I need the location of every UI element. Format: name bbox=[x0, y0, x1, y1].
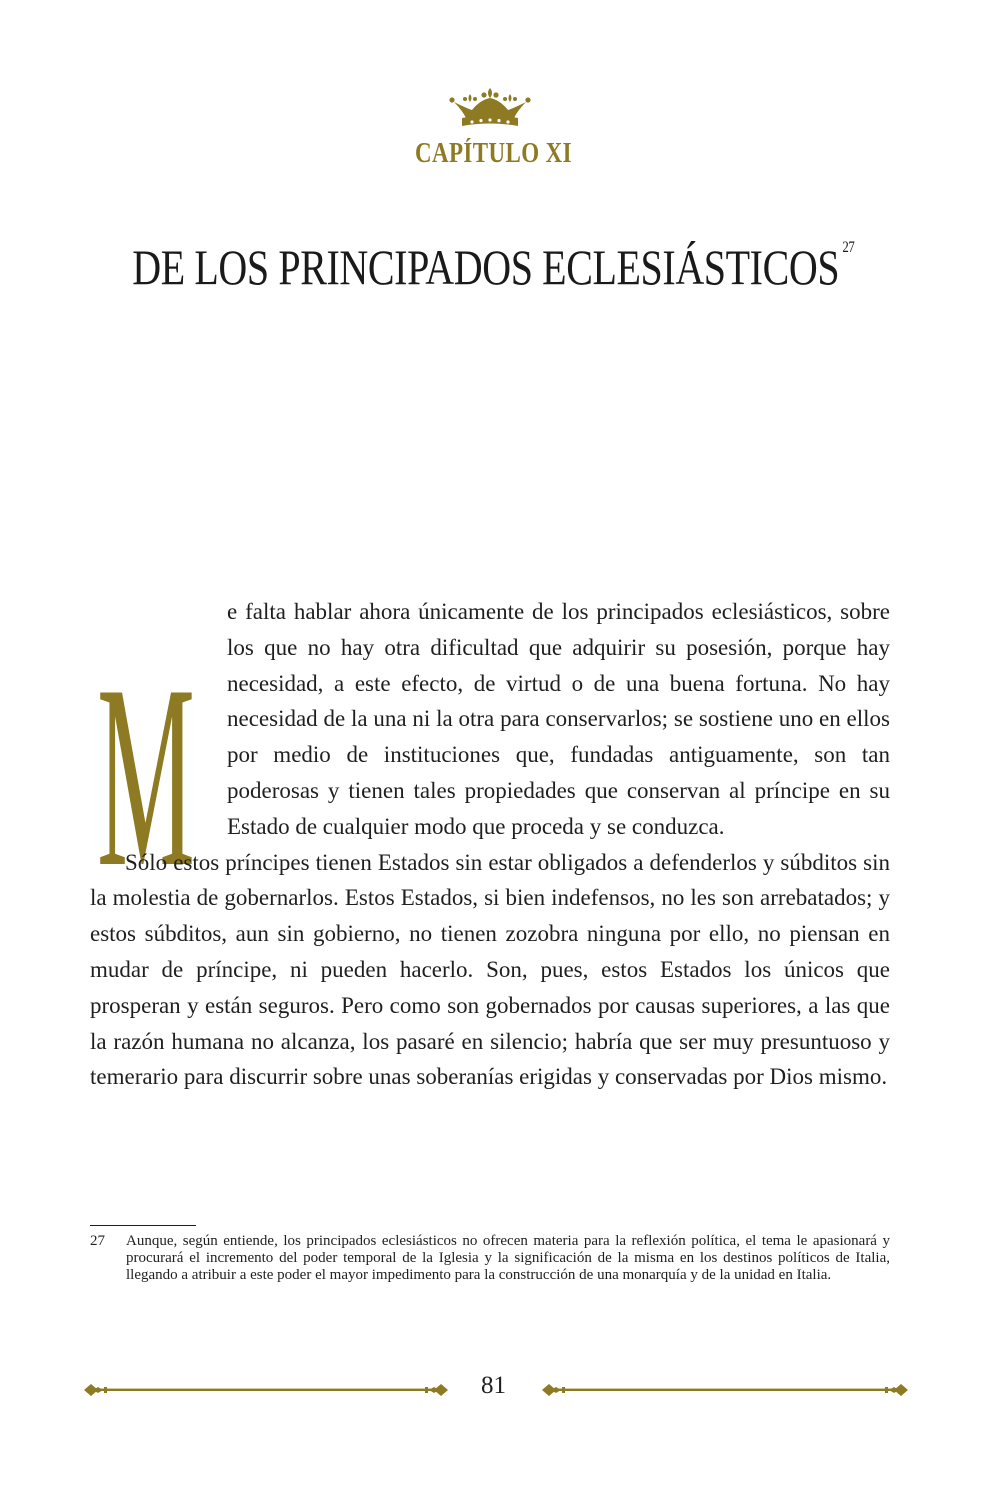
footnote-reference[interactable]: 27 bbox=[842, 239, 855, 257]
chapter-title bbox=[0, 238, 987, 296]
second-paragraph: Sólo estos príncipes tienen Estados sin estar obligados a defenderlos y súbditos sin la molestia de gobernarlos. Estos Estados, si bien indefensos, no les son arrebatados; y estos súbditos, aun sin gobierno, no tienen zozobra ninguna por ello, no piensan en mudar de príncipe, ni pueden hacerlo. Son, pues, estos Estados los únicos que prosperan y están seguros. Pero como son gobernados por causas superiores, a las que la razón humana no alcanza, los pasaré en silencio; habría que ser muy presuntuoso y temerario para discurrir sobre unas soberanías erigidas y conservadas por Dios mismo. bbox=[90, 849, 890, 1090]
chapter-title-text: DE LOS PRINCIPADOS ECLESIÁSTICOS bbox=[132, 239, 840, 295]
footnote bbox=[90, 1233, 890, 1285]
first-paragraph: e falta hablar ahora únicamente de los principados eclesiásticos, sobre los que no hay otra dificultad que adquirir su posesión, porque hay necesidad, a este efecto, de virtud o de una buena fortuna. No hay necesidad de la una ni la otra para conservarlos; se sostiene uno en ellos por medio de instituciones que, fundadas antiguamente, son tan poderosas y tienen tales propiedades que conservan al príncipe en su Estado de cualquier modo que proceda y se conduzca. bbox=[227, 599, 890, 839]
footnote-divider bbox=[90, 1225, 196, 1226]
footnote-number: 27 bbox=[90, 1233, 105, 1249]
crown-icon bbox=[448, 88, 532, 130]
chapter-label: CAPÍTULO XI bbox=[415, 138, 572, 169]
body-text bbox=[90, 594, 890, 1095]
flourish-line-icon bbox=[542, 1381, 908, 1399]
page-number: 81 bbox=[481, 1372, 506, 1399]
footnote-text: Aunque, según entiende, los principados eclesiásticos no ofrecen materia para la reflexión política, el tema le apasionará y procurará el incremento del poder temporal de la Iglesia y la significación de la misma en los destinos políticos de Italia, llegando a atribuir a este poder el mayor impedimento para la construcción de una monarquía y de la unidad en Italia. bbox=[126, 1233, 890, 1284]
drop-cap-letter: M bbox=[97, 631, 195, 870]
chapter-title-inner bbox=[132, 238, 854, 296]
